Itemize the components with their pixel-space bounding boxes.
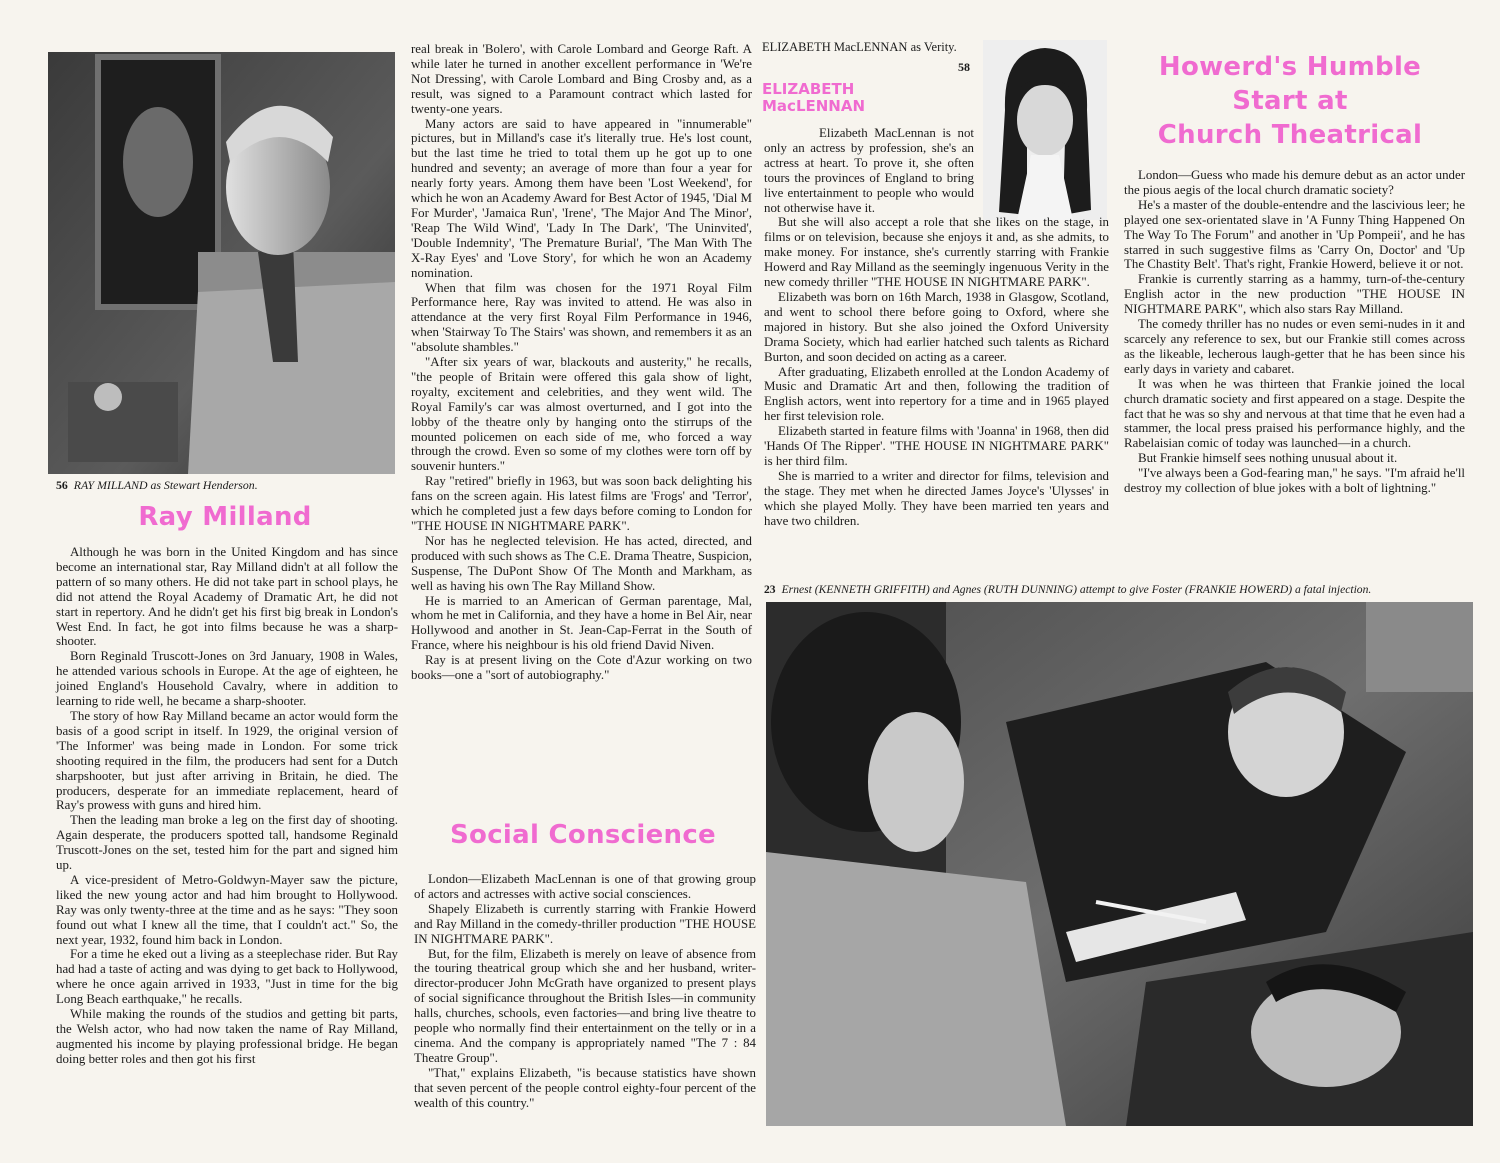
ray-cont-paragraph-2: Many actors are said to have appeared in "innumerable" pictures, but in Milland's case it's literally true. He's lost count, but the last time he tried to total them up he got up to one hundred and seventy; an average of more than four a year for nearly forty years. Among them have been 'Lost Weekend', for which he won an Academy Award for Best Actor of 1945, 'Dial M For Murder', 'Jamaica Run', 'Irene', 'The Major And The Minor', 'Reap The Wild Wind', 'Lady In The Dark', 'The Uninvited', 'Double Indemnity', 'The Premature Burial', 'The Man With The X-Ray Eyes' and 'Love Story', for which he won an Academy nomination. [411,116,752,280]
elizabeth-photo-caption: ELIZABETH MacLENNAN as Verity. [762,40,957,54]
ray-milland-headline: Ray Milland [138,502,312,532]
ray-cont-paragraph-8: Ray is at present living on the Cote d'Azur working on two books—one a "sort of autobiography." [411,653,752,683]
elizabeth-paragraph-4: After graduating, Elizabeth enrolled at the London Academy of Music and Dramatic Art and then, following the tradition of English actors, went into repertory for a time and in 1965 played her first television role. [764,364,1109,424]
howerd-paragraph-1: London—Guess who made his demure debut as an actor under the pious aegis of the local church dramatic society? [1124,168,1465,197]
ray-paragraph-3: The story of how Ray Milland became an actor would form the basis of a good script in itself. In 1929, the original version of 'The Informer' was being made in London. For some trick shooting required in the film, the producers had sent for a Dutch sharpshooter, but just after arriving in Britain, he died. The producers, desperate for an immediate replacement, heard of Ray's prowess with guns and hired him. [56,708,398,813]
howerd-paragraph-3: Frankie is currently starring as a hammy, turn-of-the-century English actor in the new production "THE HOUSE IN NIGHTMARE PARK", which also stars Ray Milland. [1124,272,1465,317]
elizabeth-paragraph-5: Elizabeth started in feature films with 'Joanna' in 1968, then did 'Hands Of The Ripper'. "THE HOUSE IN NIGHTMARE PARK" is her third film. [764,424,1109,468]
ray-photo-caption-num: 56 [56,478,68,492]
ray-paragraph-4: Then the leading man broke a leg on the first day of shooting. Again desperate, the producers spotted tall, handsome Reginald Truscott-Jones on the set, tested him for the part and signed him up. [56,813,398,873]
ray-paragraph-6: For a time he eked out a living as a steeplechase rider. But Ray had had a taste of acting and was dying to get back to Hollywood, where he once again arrived in 1933, "Just in time for the big Long Beach earthquake," he recalls. [56,947,398,1007]
ray-paragraph-1: Although he was born in the United Kingdom and has since become an international star, Ray Milland didn't at all follow the pattern of so many others. He did not take part in school plays, he did not attend the Royal Academy of Dramatic Art, he did not start in repertory. And he didn't get his first big break in London's West End. In fact, he got into films because he was a sharp-shooter. [56,545,398,649]
howerd-paragraph-7: "I've always been a God-fearing man," he says. "I'm afraid he'll destroy my collection of blue jokes with a bolt of lightning." [1124,466,1465,496]
howerd-headline-line2: Start at [1232,86,1348,116]
ray-cont-paragraph-4: "After six years of war, blackouts and austerity," he recalls, "the people of Britain were offered this gala show of light, royalty, excitement and celebrities, and they went wild. The Royal Family's car was almost overturned, and I got into the lobby of the theatre only by hanging onto the stirrups of the mounted policemen on each side of me, who forced a way through the crowd. Even so some of my clothes were torn off by souvenir hunters." [411,355,752,474]
ray-milland-photo [48,52,395,474]
elizabeth-headline [762,81,932,115]
injection-photo-caption-text: Ernest (KENNETH GRIFFITH) and Agnes (RUTH DUNNING) attempt to give Foster (FRANKIE HOWERD) a fatal injection. [781,583,1372,596]
howerd-body [1124,168,1465,496]
ray-cont-paragraph-5: Ray "retired" briefly in 1963, but was soon back delighting his fans on the screen again. His latest films are 'Frogs' and 'Terror', which he completed just a few days before coming to London for "THE HOUSE IN NIGHTMARE PARK". [411,474,752,533]
howerd-paragraph-5: It was when he was thirteen that Frankie joined the local church dramatic society and first appeared on a stage. Despite the fact that he was so shy and nervous at that time that he even had a stammer, the local press praised his performance highly, and the Rabelaisian comic of today was launched—in a church. [1124,376,1465,451]
elizabeth-body [764,126,1109,528]
ray-article-body [56,545,398,1067]
ray-cont-paragraph-3: When that film was chosen for the 1971 Royal Film Performance here, Ray was invited to attend. He was also in attendance at the very first Royal Film Performance in 1946, when 'Stairway To The Stairs' was shown, and remembers it as an "absolute shambles." [411,280,752,355]
ray-article-continued [411,42,752,683]
social-conscience-headline: Social Conscience [450,820,716,850]
injection-photo-caption [764,583,1476,596]
social-paragraph-3: But, for the film, Elizabeth is merely on leave of absence from the touring theatrical group which she and her husband, writer-director-producer John McGrath have organized to present plays of social significance throughout the British Isles—in community halls, churches, schools, even factories—and bring live theatre to people who normally find their entertainment on the telly or in a cinema. And the company is appropriately named "The 7 : 84 Theatre Group". [414,946,756,1065]
ray-paragraph-7: While making the rounds of the studios and getting bit parts, the Welsh actor, who had now taken the name of Ray Milland, augmented his income by playing professional bridge. He began doing better roles and then got his first [56,1007,398,1066]
howerd-headline [1120,50,1460,152]
injection-scene-photo [766,602,1473,1126]
ray-photo-caption-text: RAY MILLAND as Stewart Henderson. [73,478,258,492]
howerd-paragraph-2: He's a master of the double-entendre and the lascivious leer; he played one sex-orientated slave in 'A Funny Thing Happened On The Way To The Forum" and another in 'Up Pompeii', and he has starred in such suggestive films as 'Carry On, Doctor' and 'Up The Chastity Belt'. That's right, Frankie Howerd, believe it or not. [1124,197,1465,272]
ray-cont-paragraph-1: real break in 'Bolero', with Carole Lombard and George Raft. A while later he turned in another excellent performance in 'We're Not Dressing', with Carole Lombard and Bing Crosby and, as a result, was signed to a Paramount contract which lasted for twenty-one years. [411,42,752,116]
howerd-paragraph-4: The comedy thriller has no nudes or even semi-nudes in it and scarcely any reference to sex, but our Frankie still comes across as the likeable, lecherous laugh-getter that he has been since his early days in variety and cabaret. [1124,317,1465,376]
ray-cont-paragraph-6: Nor has he neglected television. He has acted, directed, and produced with such shows as The C.E. Drama Theatre, Suspicion, Suspense, The DuPont Show Of The Month and Markham, as well as having his own The Ray Milland Show. [411,533,752,593]
elizabeth-headline-line1: ELIZABETH [762,80,855,98]
injection-photo-caption-num: 23 [764,583,776,596]
elizabeth-photo-num: 58 [958,60,970,74]
ray-cont-paragraph-7: He is married to an American of German parentage, Mal, whom he met in California, and they have a home in Bel Air, near Hollywood and another in St. Jean-Cap-Ferrat in the South of France, where his neighbour is his old friend David Niven. [411,593,752,653]
ray-photo-caption [56,478,386,493]
elizabeth-paragraph-6: She is married to a writer and director for films, television and the stage. They met when he directed James Joyce's 'Ulysses' in which she played Molly. They have been married ten years and have two children. [764,468,1109,528]
ray-paragraph-5: A vice-president of Metro-Goldwyn-Mayer saw the picture, liked the new young actor and had him brought to Hollywood. Ray was only twenty-three at the time and as he says: "They soon found out what I knew all the time, that I couldn't act." So, the next year, 1932, found him back in London. [56,872,398,947]
ray-paragraph-2: Born Reginald Truscott-Jones on 3rd January, 1908 in Wales, he attended various schools in Europe. At the age of eighteen, he joined England's Household Cavalry, where in addition to learning to ride well, he became a sharp-shooter. [56,649,398,709]
elizabeth-paragraph-2: But she will also accept a role that she likes on the stage, in films or on television, because she enjoys it and, as she admits, to make money. For instance, she's currently starring with Frankie Howerd and Ray Milland as the seemingly ingenuous Verity in the new comedy thriller "THE HOUSE IN NIGHTMARE PARK". [764,215,1109,290]
howerd-headline-line1: Howerd's Humble [1158,52,1422,82]
howerd-paragraph-6: But Frankie himself sees nothing unusual about it. [1138,451,1398,466]
elizabeth-paragraph-1: Elizabeth MacLennan is not only an actress by profession, she's an actress at heart. To prove it, she often tours the provinces of England to bring live entertainment to people who would not otherwise have it. [764,126,974,215]
elizabeth-headline-line2: MacLENNAN [762,97,866,115]
elizabeth-paragraph-3: Elizabeth was born on 16th March, 1938 in Glasgow, Scotland, and went to school there before going to Oxford, where she majored in history. But she also joined the Oxford University Drama Society, which had earlier hatched such talents as Richard Burton, and soon decided on acting as a career. [764,289,1109,364]
social-conscience-body [414,872,756,1111]
social-paragraph-2: Shapely Elizabeth is currently starring with Frankie Howerd and Ray Milland in the comedy-thriller production "THE HOUSE IN NIGHTMARE PARK". [414,901,756,946]
social-paragraph-1: London—Elizabeth MacLennan is one of that growing group of actors and actresses with active social consciences. [414,872,756,901]
social-paragraph-4: "That," explains Elizabeth, "is because statistics have shown that seven percent of the people control eighty-four percent of the wealth of this country." [414,1065,756,1110]
howerd-headline-line3: Church Theatrical [1157,120,1423,150]
